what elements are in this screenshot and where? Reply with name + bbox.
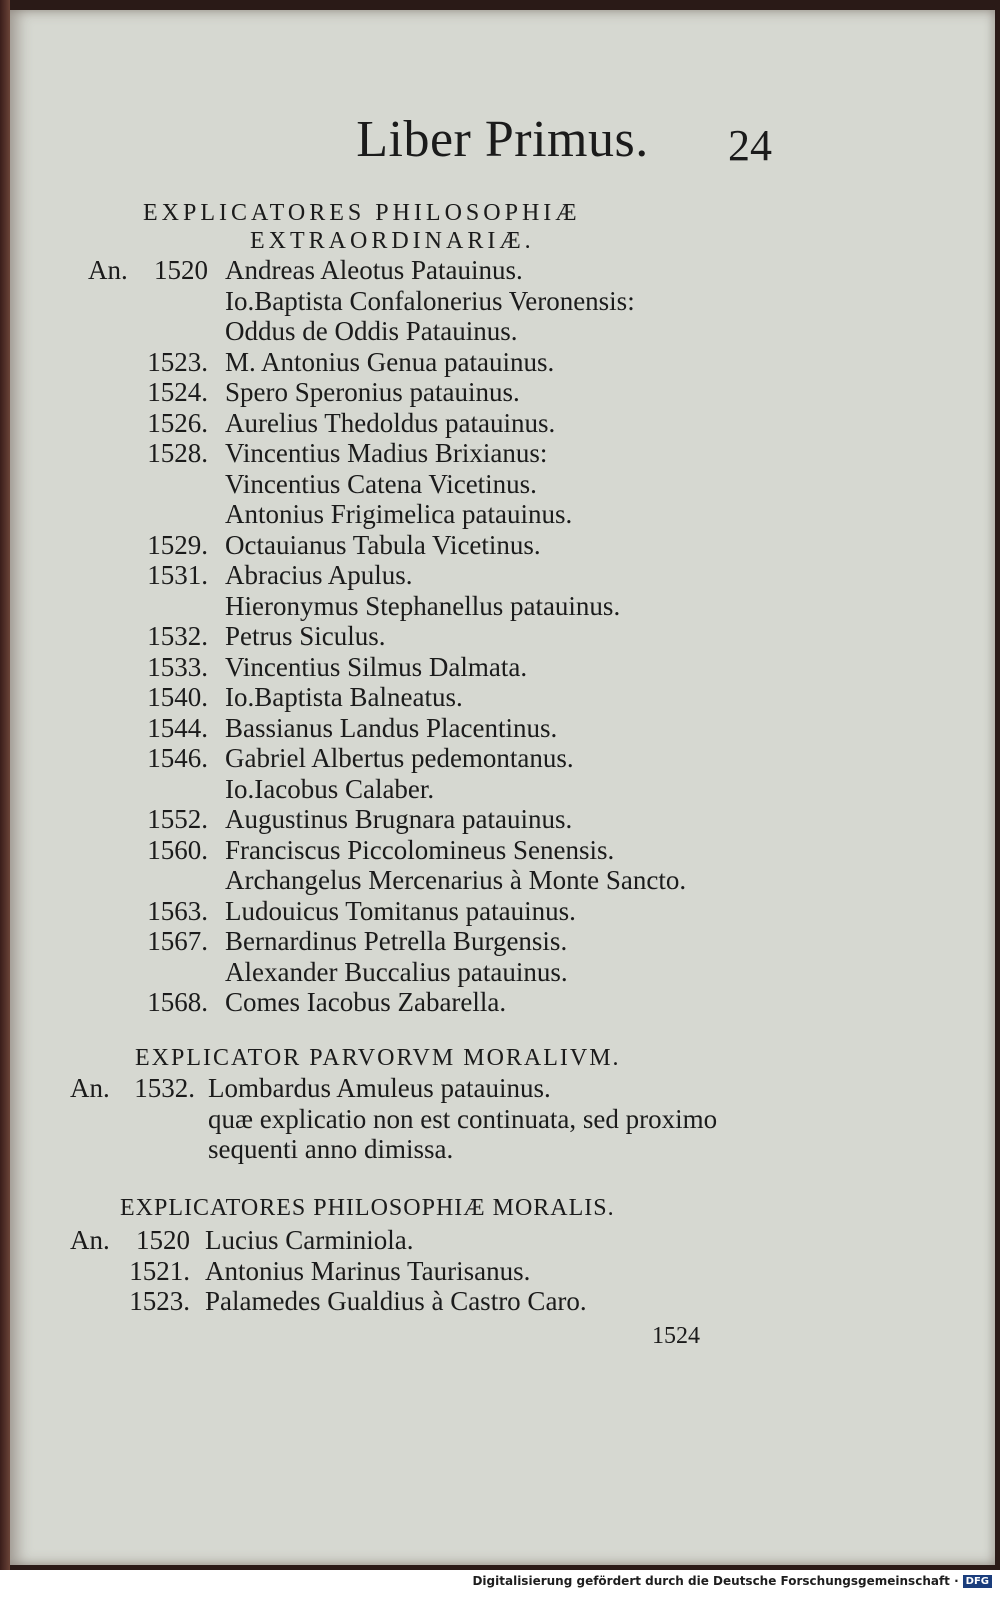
entry-name: Alexander Buccalius patauinus. (225, 956, 568, 987)
entry-year: 1520 (154, 255, 208, 285)
entry-year: 1552. (147, 804, 208, 834)
entry-year: 1521. (129, 1255, 190, 1286)
entry-name: sequenti anno dimissa. (208, 1134, 454, 1164)
entry-name: M. Antonius Genua patauinus. (225, 346, 555, 377)
entry-name: Abracius Apulus. (225, 560, 413, 590)
entry-name: Augustinus Brugnara patauinus. (225, 804, 573, 834)
entry-name: Petrus Siculus. (225, 621, 386, 651)
section-1-title-line1: EXPLICATORES PHILOSOPHIÆ (143, 200, 581, 226)
entry-year: 1544. (147, 712, 208, 743)
entry-year: 1563. (147, 895, 208, 926)
book-spine (0, 0, 10, 1570)
entry-name: Franciscus Piccolomineus Senensis. (225, 834, 615, 865)
section-1-title-line2: EXTRAORDINARIÆ. (250, 228, 535, 254)
entry-year: 1523. (147, 346, 208, 377)
book-page (10, 10, 995, 1565)
entry-name: Antonius Frigimelica patauinus. (225, 499, 573, 529)
entry-name: Bernardinus Petrella Burgensis. (225, 926, 568, 956)
section-3-anno-label: An. (70, 1225, 110, 1255)
entry-name: Io.Baptista Confalonerius Veronensis: (225, 285, 635, 316)
entry-year: 1533. (147, 651, 208, 682)
entry-year: 1523. (129, 1286, 190, 1316)
entry-year: 1532. (134, 1073, 195, 1103)
section-1-anno-label: An. (88, 255, 128, 285)
entry-name: Bassianus Landus Placentinus. (225, 712, 558, 743)
catchword: 1524 (652, 1323, 700, 1349)
entry-name: Octauianus Tabula Vicetinus. (225, 529, 541, 560)
entry-year: 1560. (147, 834, 208, 865)
entry-name: Oddus de Oddis Patauinus. (225, 316, 518, 346)
dfg-logo: DFG (963, 1575, 992, 1588)
entry-name: Lucius Carminiola. (205, 1225, 414, 1255)
section-2-anno-label: An. (70, 1073, 110, 1103)
entry-name: Hieronymus Stephanellus patauinus. (225, 590, 621, 621)
entry-name: Palamedes Gualdius à Castro Caro. (205, 1286, 587, 1316)
entry-name: Vincentius Catena Vicetinus. (225, 468, 537, 499)
digitization-credit (472, 1574, 992, 1588)
entry-name: Vincentius Silmus Dalmata. (225, 651, 528, 682)
credit-text: Digitalisierung gefördert durch die Deutsche Forschungsgemeinschaft · (472, 1574, 959, 1588)
page-number: 24 (728, 121, 772, 170)
entry-year: 1528. (147, 438, 208, 468)
entry-name: Gabriel Albertus pedemontanus. (225, 743, 574, 773)
entry-year: 1526. (147, 407, 208, 438)
entry-year: 1520 (136, 1225, 190, 1255)
section-3-title: EXPLICATORES PHILOSOPHIÆ MORALIS. (120, 1195, 615, 1221)
entry-name: quæ explicatio non est continuata, sed proximo (208, 1103, 718, 1134)
entry-year: 1529. (147, 529, 208, 560)
entry-year: 1531. (147, 560, 208, 590)
entry-year: 1540. (147, 682, 208, 712)
entry-name: Antonius Marinus Taurisanus. (205, 1255, 531, 1286)
entry-name: Io.Iacobus Calaber. (225, 773, 435, 804)
entry-name: Andreas Aleotus Patauinus. (225, 255, 523, 285)
entry-year: 1567. (147, 926, 208, 956)
entry-name: Spero Speronius patauinus. (225, 377, 520, 407)
entry-name: Comes Iacobus Zabarella. (225, 987, 507, 1017)
entry-name: Vincentius Madius Brixianus: (225, 438, 548, 468)
entry-name: Archangelus Mercenarius à Monte Sancto. (225, 865, 687, 895)
running-head: Liber Primus. (356, 111, 649, 168)
entry-name: Lombardus Amuleus patauinus. (208, 1073, 551, 1103)
entry-year: 1524. (147, 377, 208, 407)
entry-name: Aurelius Thedoldus patauinus. (225, 407, 556, 438)
entry-year: 1568. (147, 987, 208, 1017)
entry-name: Ludouicus Tomitanus patauinus. (225, 895, 576, 926)
entry-year: 1532. (147, 621, 208, 651)
entry-name: Io.Baptista Balneatus. (225, 682, 463, 712)
section-2-title: EXPLICATOR PARVORVM MORALIVM. (135, 1045, 621, 1071)
entry-year: 1546. (147, 743, 208, 773)
